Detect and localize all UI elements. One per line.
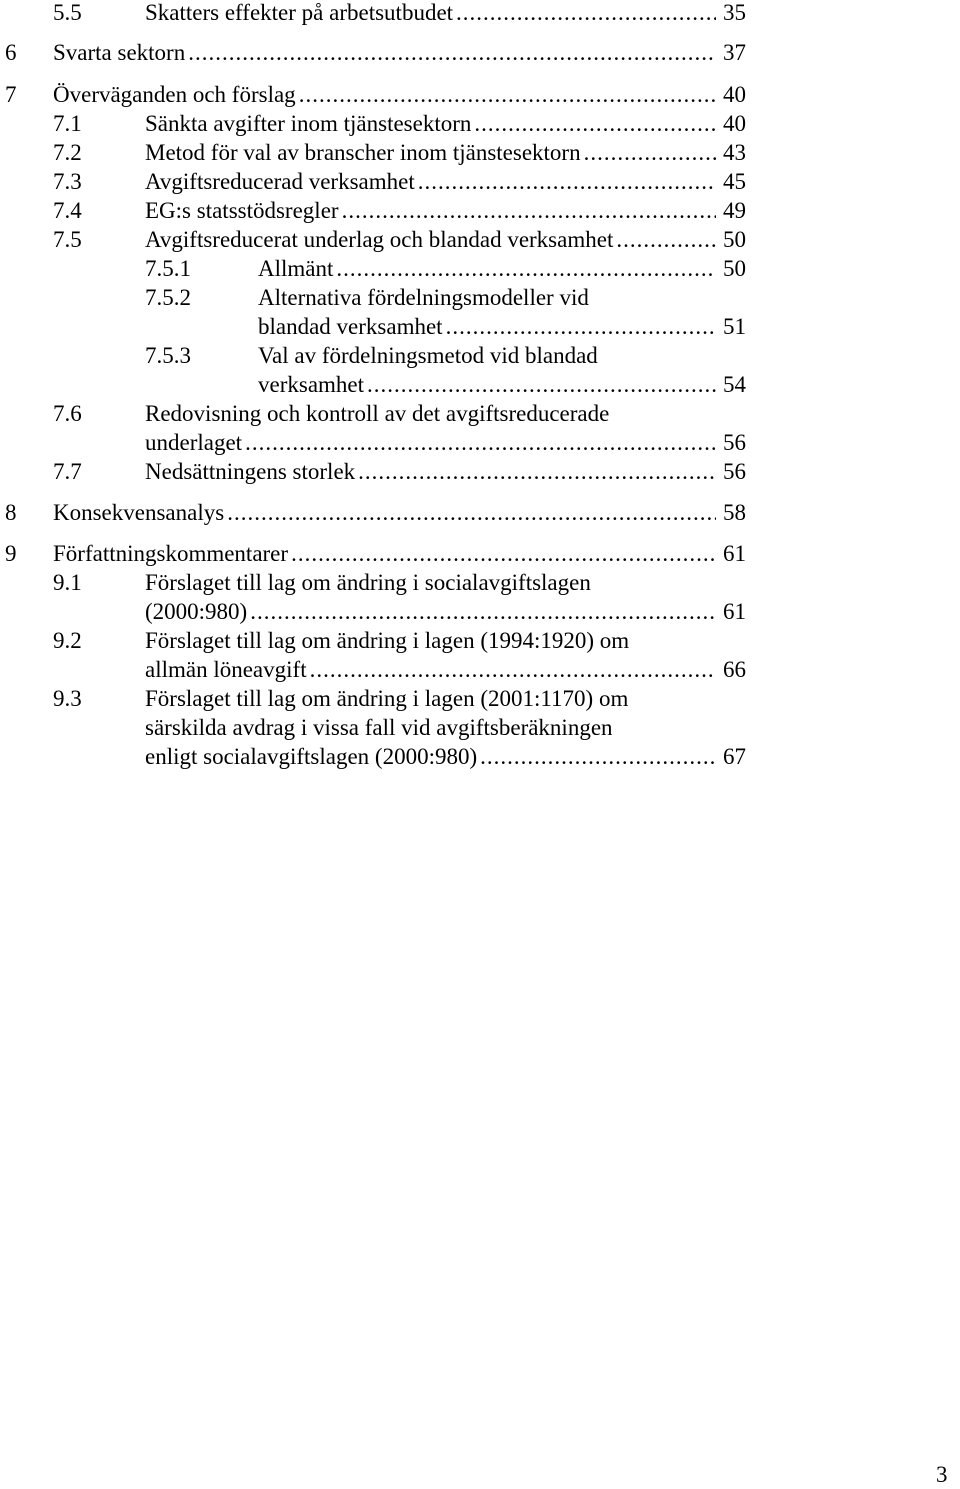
toc-entry[interactable] <box>0 138 960 167</box>
toc-entry-page: 58 <box>723 500 746 525</box>
toc-entry-number: 9 <box>5 541 17 566</box>
toc-entry-number: 9.2 <box>53 628 82 653</box>
toc-entry-title: Sänkta avgifter inom tjänstesektorn <box>145 111 472 136</box>
toc-entry-title: verksamhet <box>258 372 365 397</box>
toc-entry[interactable] <box>0 457 960 486</box>
toc-entry[interactable] <box>0 684 960 771</box>
toc-entry-title: Konsekvensanalys <box>53 500 225 525</box>
toc-entry[interactable] <box>0 399 960 457</box>
toc-entry-line <box>145 109 746 138</box>
toc-entry[interactable] <box>0 0 960 27</box>
toc-entry-page: 51 <box>723 314 746 339</box>
toc-entry-line <box>145 138 746 167</box>
toc-entry-title: underlaget <box>145 430 243 455</box>
toc-entry-number: 9.3 <box>53 686 82 711</box>
dot-leader <box>188 38 716 67</box>
toc-entry-number: 8 <box>5 500 17 525</box>
toc-entry-line <box>145 597 746 626</box>
toc-entry-page: 37 <box>723 40 746 65</box>
toc-entry-title: Svarta sektorn <box>53 40 186 65</box>
toc-entry-title-line: Redovisning och kontroll av det avgiftsreducerade <box>145 401 610 426</box>
toc-entry-title-line: Val av fördelningsmetod vid blandad <box>258 343 598 368</box>
toc-entry-number: 7.5 <box>53 227 82 252</box>
toc-entry-number: 7.5.2 <box>145 285 191 310</box>
toc-entry-page: 54 <box>723 372 746 397</box>
toc-entry[interactable] <box>0 167 960 196</box>
dot-leader <box>456 0 716 27</box>
toc-entry-title: enligt socialavgiftslagen (2000:980) <box>145 744 478 769</box>
toc-entry-page: 67 <box>723 744 746 769</box>
toc-entry-title: Överväganden och förslag <box>53 82 296 107</box>
dot-leader <box>358 457 716 486</box>
toc-entry-title: (2000:980) <box>145 599 248 624</box>
toc-entry[interactable] <box>0 38 960 67</box>
toc-entry-page: 43 <box>723 140 746 165</box>
dot-leader <box>299 80 716 109</box>
toc-entry-number: 7.7 <box>53 459 82 484</box>
toc-entry-title: Allmänt <box>258 256 334 281</box>
toc-entry-title-line: Förslaget till lag om ändring i socialavgiftslagen <box>145 570 591 595</box>
toc-entry-title-line: Förslaget till lag om ändring i lagen (2001:1170) om <box>145 686 629 711</box>
toc-entry-title-line: särskilda avdrag i vissa fall vid avgiftsberäkningen <box>145 715 613 740</box>
toc-entry-line <box>145 457 746 486</box>
dot-leader <box>245 428 716 457</box>
toc-entry-page: 61 <box>723 599 746 624</box>
toc-entry-title: EG:s statsstödsregler <box>145 198 339 223</box>
toc-entry-line <box>145 167 746 196</box>
toc-entry-page: 50 <box>723 227 746 252</box>
toc-entry-line <box>258 254 746 283</box>
toc-entry-number: 7.4 <box>53 198 82 223</box>
toc-entry[interactable] <box>0 109 960 138</box>
dot-leader <box>291 539 716 568</box>
toc-entry-line <box>53 539 746 568</box>
toc-entry-number: 5.5 <box>53 0 82 25</box>
toc-entry[interactable] <box>0 626 960 684</box>
toc-entry-page: 35 <box>723 0 746 25</box>
toc-entry[interactable] <box>0 568 960 626</box>
toc-entry-title: Avgiftsreducerat underlag och blandad verksamhet <box>145 227 614 252</box>
toc-entry[interactable] <box>0 254 960 283</box>
toc-entry-page: 49 <box>723 198 746 223</box>
toc-entry-number: 6 <box>5 40 17 65</box>
dot-leader <box>418 167 716 196</box>
dot-leader <box>616 225 716 254</box>
dot-leader <box>336 254 716 283</box>
toc-entry-number: 7.3 <box>53 169 82 194</box>
toc-entry[interactable] <box>0 539 960 568</box>
toc-entry-page: 61 <box>723 541 746 566</box>
toc-entry-number: 7 <box>5 82 17 107</box>
dot-leader <box>584 138 716 167</box>
toc-entry-title-line: Förslaget till lag om ändring i lagen (1994:1920) om <box>145 628 630 653</box>
dot-leader <box>342 196 716 225</box>
dot-leader <box>250 597 716 626</box>
toc-entry-title: blandad verksamhet <box>258 314 443 339</box>
toc-entry-title: Skatters effekter på arbetsutbudet <box>145 0 454 25</box>
toc-entry-title: Avgiftsreducerad verksamhet <box>145 169 415 194</box>
toc-entry-page: 40 <box>723 111 746 136</box>
toc-entry-line <box>53 80 746 109</box>
toc-entry-line <box>53 38 746 67</box>
toc-entry-number: 7.1 <box>53 111 82 136</box>
toc-entry[interactable] <box>0 283 960 341</box>
toc-entry[interactable] <box>0 498 960 527</box>
dot-leader <box>310 655 716 684</box>
toc-entry-page: 56 <box>723 459 746 484</box>
dot-leader <box>480 742 716 771</box>
toc-entry-page: 50 <box>723 256 746 281</box>
dot-leader <box>474 109 716 138</box>
toc-entry[interactable] <box>0 80 960 109</box>
toc-entry-line <box>145 655 746 684</box>
toc-entry-number: 7.5.1 <box>145 256 191 281</box>
dot-leader <box>227 498 716 527</box>
toc-entry-number: 9.1 <box>53 570 82 595</box>
toc-entry-title: Nedsättningens storlek <box>145 459 356 484</box>
toc-entry[interactable] <box>0 341 960 399</box>
toc-entry-line <box>145 225 746 254</box>
toc-entry-line <box>145 428 746 457</box>
toc-entry[interactable] <box>0 225 960 254</box>
toc-entry-line <box>145 0 746 27</box>
toc-entry-title: Författningskommentarer <box>53 541 289 566</box>
toc-entry-page: 40 <box>723 82 746 107</box>
toc-entry-line <box>53 498 746 527</box>
dot-leader <box>446 312 716 341</box>
dot-leader <box>367 370 716 399</box>
toc-entry-page: 45 <box>723 169 746 194</box>
toc-entry-title: Metod för val av branscher inom tjänstesektorn <box>145 140 581 165</box>
toc-entry-number: 7.2 <box>53 140 82 165</box>
toc-entry-page: 66 <box>723 657 746 682</box>
toc-entry-line <box>145 196 746 225</box>
toc-entry-line <box>258 370 746 399</box>
toc-entry[interactable] <box>0 196 960 225</box>
toc-entry-line <box>145 742 746 771</box>
toc-entry-number: 7.6 <box>53 401 82 426</box>
toc-entry-number: 7.5.3 <box>145 343 191 368</box>
toc-entry-page: 56 <box>723 430 746 455</box>
page-number: 3 <box>936 1462 948 1487</box>
toc-entry-title-line: Alternativa fördelningsmodeller vid <box>258 285 589 310</box>
toc-entry-line <box>258 312 746 341</box>
toc-entry-title: allmän löneavgift <box>145 657 307 682</box>
